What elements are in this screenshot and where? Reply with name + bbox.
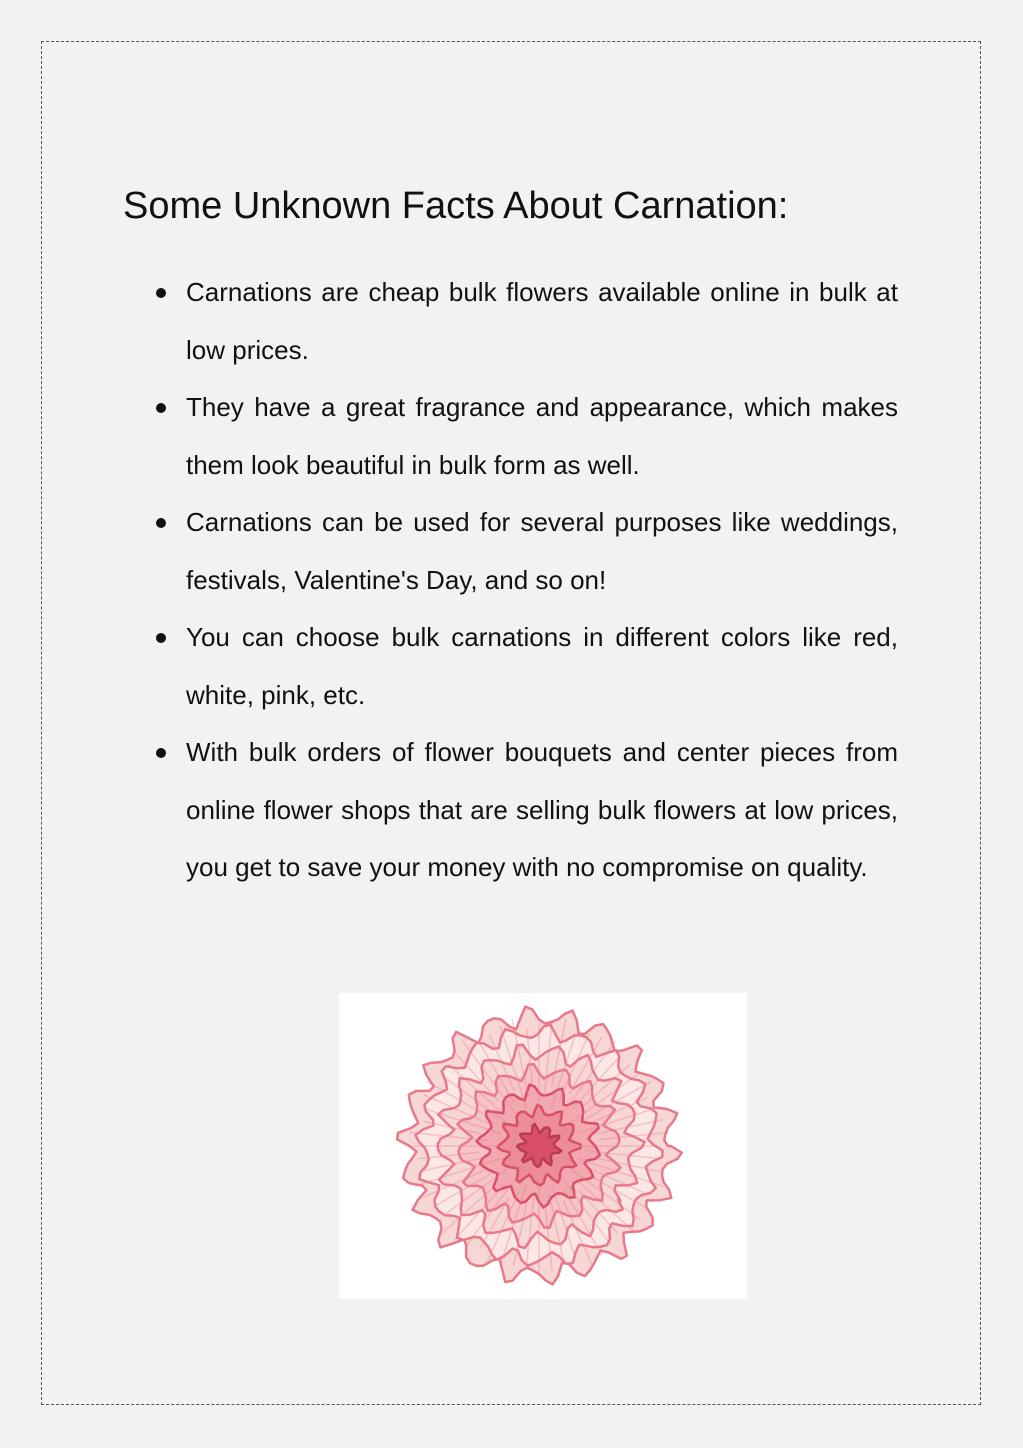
- fact-text: They have a great fragrance and appearance, which makes them look beautiful in bulk form as well.: [186, 392, 898, 480]
- carnation-flower-icon: [339, 993, 747, 1299]
- fact-text: You can choose bulk carnations in different colors like red, white, pink, etc.: [186, 622, 898, 710]
- list-item: [186, 724, 898, 897]
- bullet-icon: [156, 518, 166, 528]
- facts-list: [186, 264, 898, 897]
- list-item: [186, 494, 898, 609]
- bullet-icon: [156, 748, 166, 758]
- bullet-icon: [156, 633, 166, 643]
- bullet-icon: [156, 288, 166, 298]
- list-item: [186, 264, 898, 379]
- fact-text: Carnations are cheap bulk flowers available online in bulk at low prices.: [186, 277, 898, 365]
- page-title: Some Unknown Facts About Carnation:: [123, 185, 789, 227]
- bullet-icon: [156, 403, 166, 413]
- list-item: [186, 609, 898, 724]
- fact-text: Carnations can be used for several purposes like weddings, festivals, Valentine's Day, and so on!: [186, 507, 898, 595]
- list-item: [186, 379, 898, 494]
- fact-text: With bulk orders of flower bouquets and center pieces from online flower shops that are selling bulk flowers at low prices, you get to save your money with no compromise on quality.: [186, 737, 898, 882]
- carnation-photo: [339, 993, 747, 1299]
